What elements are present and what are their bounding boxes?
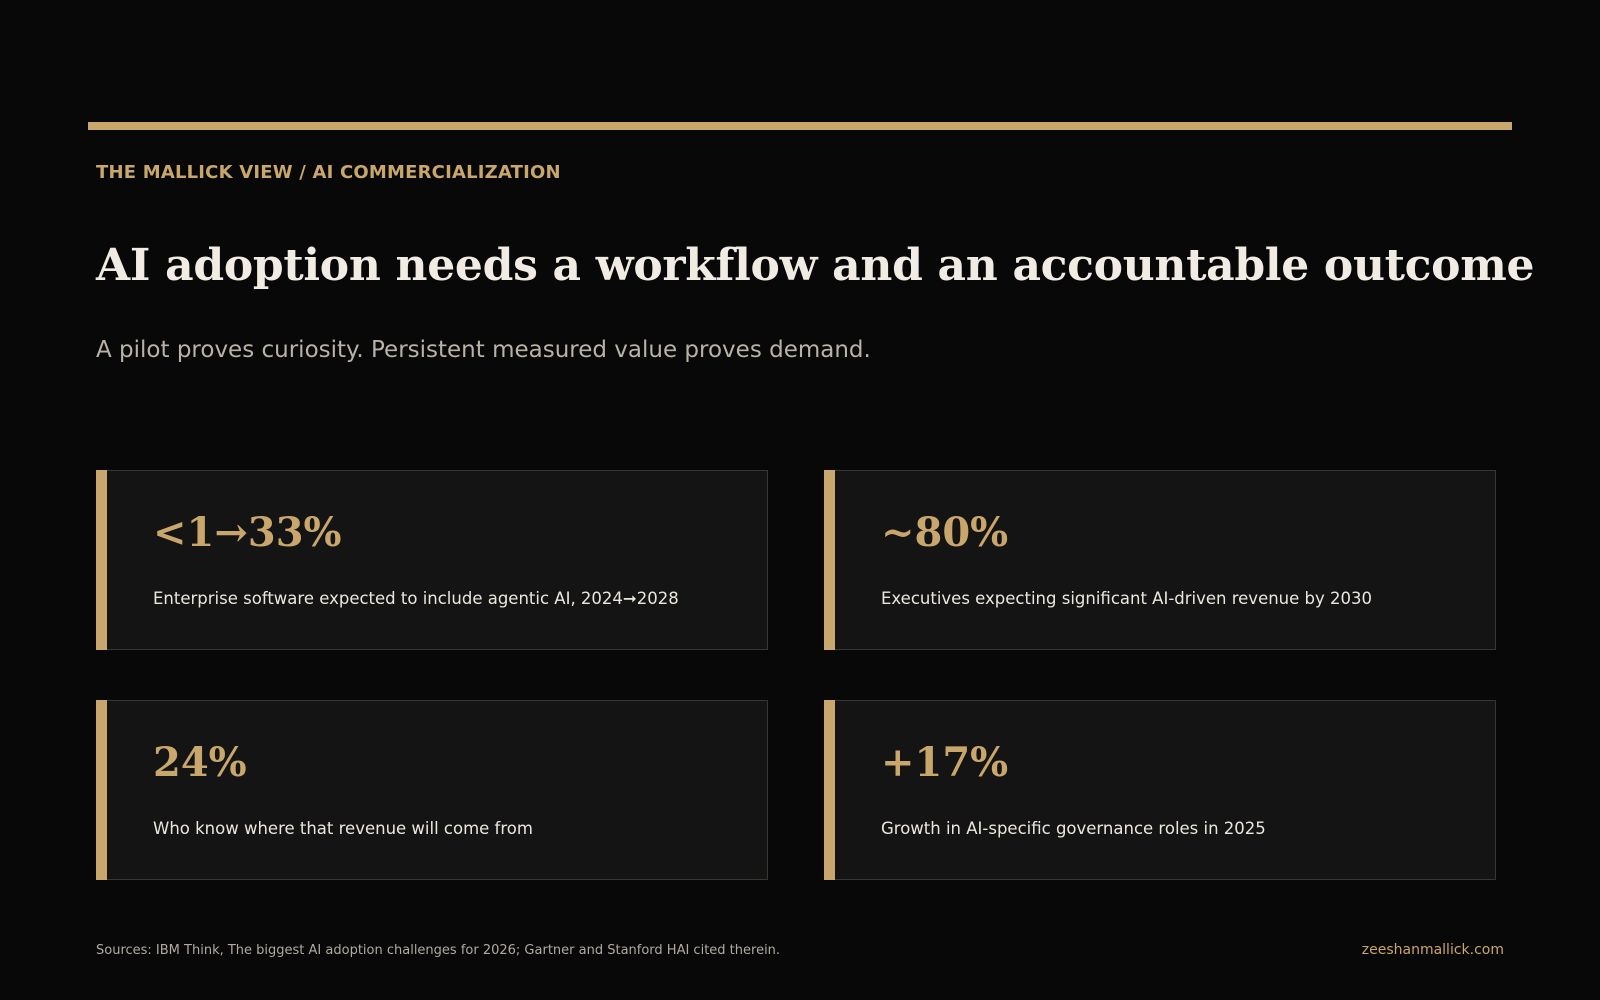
stat-card-agentic-software (96, 470, 768, 650)
card-accent-bar (96, 700, 107, 880)
page-title: AI adoption needs a workflow and an accountable outcome (96, 240, 1535, 291)
stat-card-governance-roles (824, 700, 1496, 880)
stat-label: Growth in AI-specific governance roles in 2025 (881, 819, 1266, 838)
section-kicker: THE MALLICK VIEW / AI COMMERCIALIZATION (96, 162, 561, 183)
stat-label: Enterprise software expected to include agentic AI, 2024➞2028 (153, 589, 679, 608)
site-link[interactable]: zeeshanmallick.com (1361, 942, 1504, 958)
page-subtitle: A pilot proves curiosity. Persistent measured value proves demand. (96, 337, 871, 363)
top-accent-rule (88, 122, 1512, 130)
card-accent-bar (824, 700, 835, 880)
stat-label: Who know where that revenue will come from (153, 819, 533, 838)
stat-card-executives-revenue (824, 470, 1496, 650)
card-accent-bar (824, 470, 835, 650)
stat-value: 24% (153, 739, 247, 786)
stat-card-revenue-source (96, 700, 768, 880)
sources-note: Sources: IBM Think, The biggest AI adoption challenges for 2026; Gartner and Stanford HAI cited therein. (96, 943, 781, 958)
stat-label: Executives expecting significant AI-driven revenue by 2030 (881, 589, 1373, 608)
card-accent-bar (96, 470, 107, 650)
stat-value: +17% (881, 739, 1009, 786)
stat-value: ~80% (881, 509, 1009, 556)
stat-value: <1→33% (153, 509, 342, 556)
